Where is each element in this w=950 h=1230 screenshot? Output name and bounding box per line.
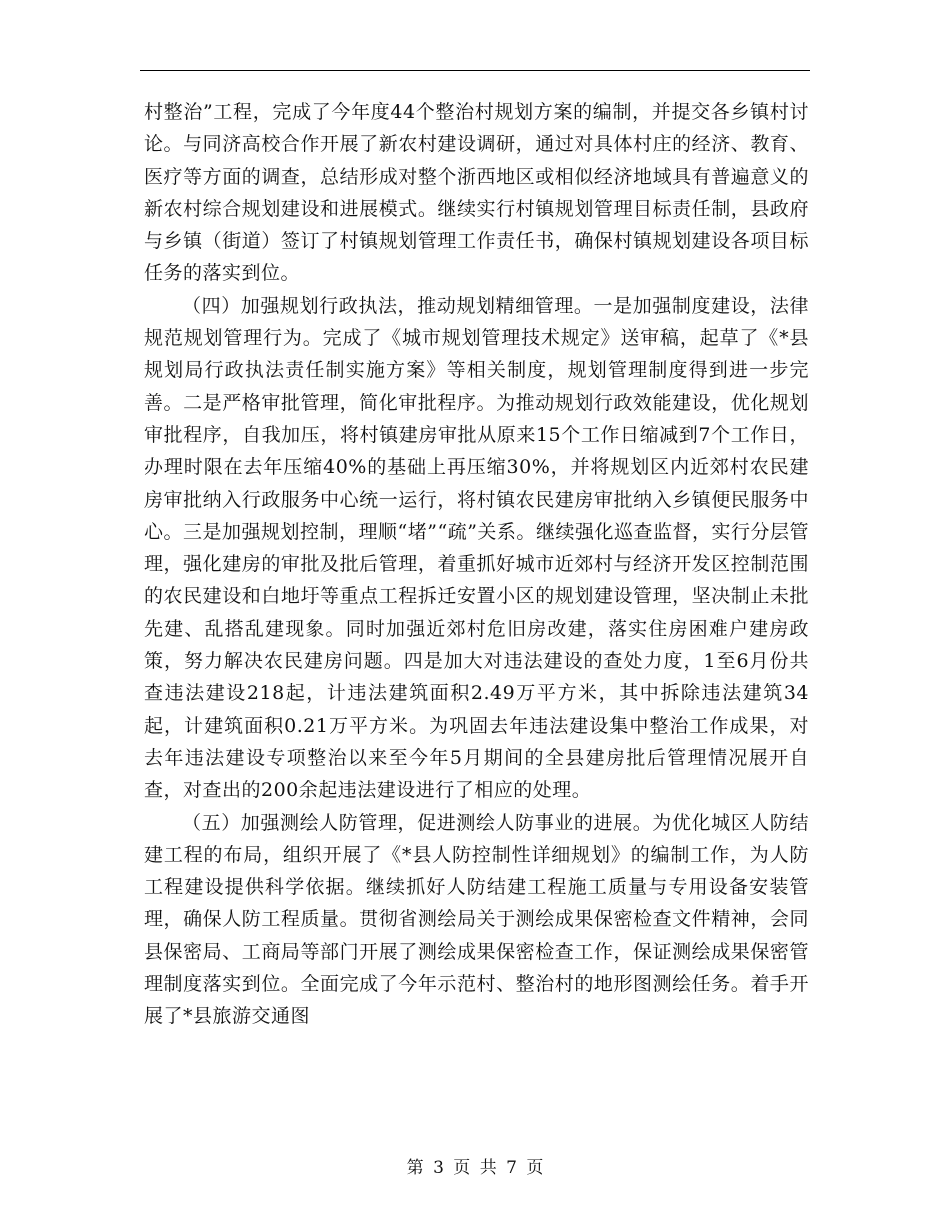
header-rule [140,70,810,71]
page-footer: 第 3 页 共 7 页 [406,1158,544,1178]
paragraph-continuation: 村整治”工程，完成了今年度44个整治村规划方案的编制，并提交各乡镇村讨论。与同济高校合作开展了新农村建设调研，通过对具体村庄的经济、教育、医疗等方面的调查，总结形成对整个浙西地区或相似经济地域具有普遍意义的新农村综合规划建设和进展模式。继续实行村镇规划管理目标责任制，县政府与乡镇（街道）签订了村镇规划管理工作责任书，确保村镇规划建设各项目标任务的落实到位。 [144,101,809,285]
paragraph-section-four: （四）加强规划行政执法，推动规划精细管理。一是加强制度建设，法律规范规划管理行为。完成了《城市规划管理技术规定》送审稿，起草了《*县规划局行政执法责任制实施方案》等相关制度，规划管理制度得到进一步完善。二是严格审批管理，简化审批程序。为推动规划行政效能建设，优化规划审批程序，自我加压，将村镇建房审批从原来15个工作日缩减到7个工作日，办理时限在去年压缩40%的基础上再压缩30%，并将规划区内近郊村农民建房审批纳入行政服务中心统一运行，将村镇农民建房审批纳入乡镇便民服务中心。三是加强规划控制，理顺“堵”“疏”关系。继续强化巡查监督，实行分层管理，强化建房的审批及批后管理，着重抓好城市近郊村与经济开发区控制范围的农民建设和白地圩等重点工程拆迁安置小区的规划建设管理，坚决制止未批先建、乱搭乱建现象。同时加强近郊村危旧房改建，落实住房困难户建房政策，努力解决农民建房问题。四是加大对违法建设的查处力度，1至6月份共查违法建设218起，计违法建筑面积2.49万平方米，其中拆除违法建筑34起，计建筑面积0.21万平方米。为巩固去年违法建设集中整治工作成果，对去年违法建设专项整治以来至今年5月期间的全县建房批后管理情况展开自查，对查出的200余起违法建设进行了相应的处理。 [144,294,809,802]
paragraph-section-five: （五）加强测绘人防管理，促进测绘人防事业的进展。为优化城区人防结建工程的布局，组织开展了《*县人防控制性详细规划》的编制工作，为人防工程建设提供科学依据。继续抓好人防结建工程施工质量与专用设备安装管理，确保人防工程质量。贯彻省测绘局关于测绘成果保密检查文件精神，会同县保密局、工商局等部门开展了测绘成果保密检查工作，保证测绘成果保密管理制度落实到位。全面完成了今年示范村、整治村的地形图测绘任务。着手开展了*县旅游交通图 [144,811,809,1028]
document-body [144,96,809,1033]
